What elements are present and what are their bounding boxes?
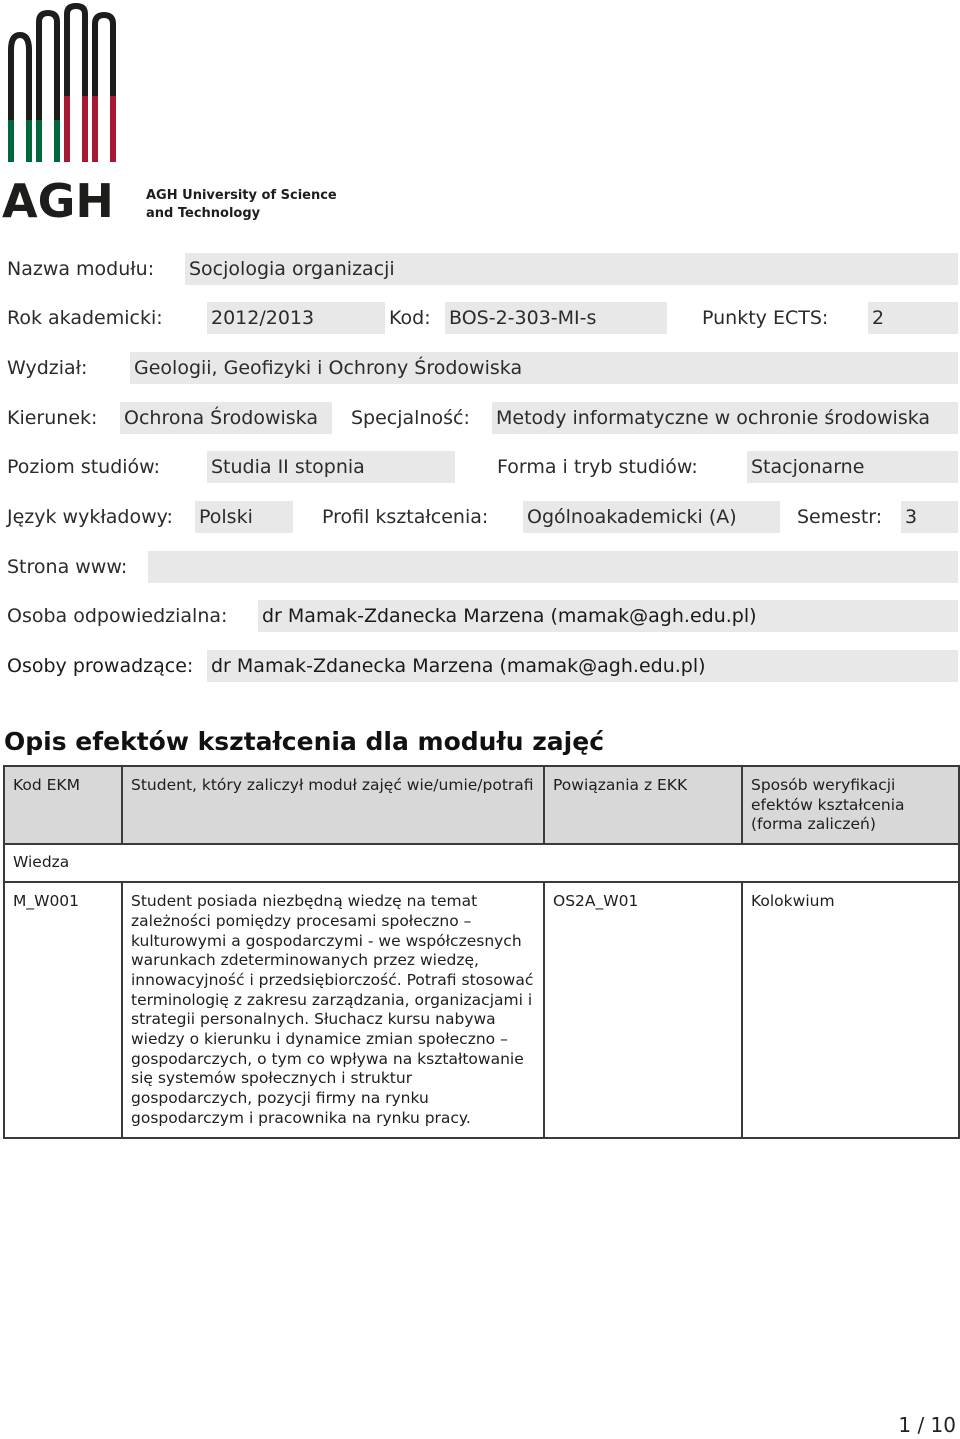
header-student-outcome: Student, który zaliczył moduł zajęć wie/umie/potrafi bbox=[122, 766, 544, 844]
page-number: 1 / 10 bbox=[898, 1413, 956, 1437]
language-label: Język wykładowy: bbox=[7, 506, 173, 528]
field-of-study-label: Kierunek: bbox=[7, 407, 98, 429]
header-code: Kod EKM bbox=[4, 766, 122, 844]
semester-value: 3 bbox=[901, 501, 958, 533]
language-value: Polski bbox=[195, 501, 293, 533]
module-name-label: Nazwa modułu: bbox=[7, 258, 155, 280]
field-of-study-value: Ochrona Środowiska bbox=[120, 402, 332, 434]
row-code: M_W001 bbox=[4, 882, 122, 1137]
row-ekk: OS2A_W01 bbox=[544, 882, 742, 1137]
header-verification: Sposób weryfikacji efektów kształcenia (forma zaliczeń) bbox=[742, 766, 959, 844]
row-verification: Kolokwium bbox=[742, 882, 959, 1137]
ects-label: Punkty ECTS: bbox=[702, 307, 829, 329]
study-level-label: Poziom studiów: bbox=[7, 456, 161, 478]
study-form-label: Forma i tryb studiów: bbox=[497, 456, 698, 478]
code-value: BOS-2-303-MI-s bbox=[445, 302, 667, 334]
study-level-value: Studia II stopnia bbox=[207, 451, 455, 483]
table-header-row bbox=[4, 766, 959, 844]
instructors-value: dr Mamak-Zdanecka Marzena (mamak@agh.edu.pl) bbox=[207, 650, 958, 682]
website-value bbox=[148, 551, 958, 583]
faculty-label: Wydział: bbox=[7, 357, 88, 379]
specialty-label: Specjalność: bbox=[351, 407, 470, 429]
agh-logo bbox=[0, 0, 360, 230]
profile-label: Profil kształcenia: bbox=[322, 506, 489, 528]
ects-value: 2 bbox=[868, 302, 958, 334]
group-label: Wiedza bbox=[4, 844, 959, 882]
module-name-value: Socjologia organizacji bbox=[185, 253, 958, 285]
table-row bbox=[4, 882, 959, 1137]
code-label: Kod: bbox=[389, 307, 431, 329]
responsible-person-value: dr Mamak-Zdanecka Marzena (mamak@agh.edu.pl) bbox=[258, 600, 958, 632]
svg-text:and Technology: and Technology bbox=[146, 206, 261, 221]
agh-logo-icon bbox=[0, 0, 360, 230]
academic-year-label: Rok akademicki: bbox=[7, 307, 163, 329]
academic-year-value: 2012/2013 bbox=[207, 302, 385, 334]
profile-value: Ogólnoakademicki (A) bbox=[523, 501, 780, 533]
study-form-value: Stacjonarne bbox=[747, 451, 958, 483]
website-label: Strona www: bbox=[7, 556, 128, 578]
section-title: Opis efektów kształcenia dla modułu zajęć bbox=[4, 727, 605, 756]
table-group-row bbox=[4, 844, 959, 882]
svg-text:AGH: AGH bbox=[2, 174, 114, 228]
header-ekk-links: Powiązania z EKK bbox=[544, 766, 742, 844]
row-description: Student posiada niezbędną wiedzę na temat zależności pomiędzy procesami społeczno – kulturowymi a gospodarczymi - we współczesnych warunkach zdeterminowanych przez wiedzę, innowacyjność i przedsiębiorczość. Potrafi stosować terminologię z zakresu zarządzania, organizacjami i strategii personalnych. Słuchacz kursu nabywa wiedzy o kierunku i dynamice zmian społeczno – gospodarczych, o tym co wpływa na kształtowanie się systemów społecznych i struktur gospodarczych, pozycji firmy na rynku gospodarczym i pracownika na rynku pracy. bbox=[122, 882, 544, 1137]
semester-label: Semestr: bbox=[797, 506, 883, 528]
faculty-value: Geologii, Geofizyki i Ochrony Środowiska bbox=[130, 352, 958, 384]
learning-outcomes-table bbox=[3, 765, 960, 1139]
responsible-person-label: Osoba odpowiedzialna: bbox=[7, 605, 228, 627]
instructors-label: Osoby prowadzące: bbox=[7, 655, 194, 677]
svg-text:AGH University of Science: AGH University of Science bbox=[146, 188, 337, 203]
specialty-value: Metody informatyczne w ochronie środowiska bbox=[492, 402, 958, 434]
